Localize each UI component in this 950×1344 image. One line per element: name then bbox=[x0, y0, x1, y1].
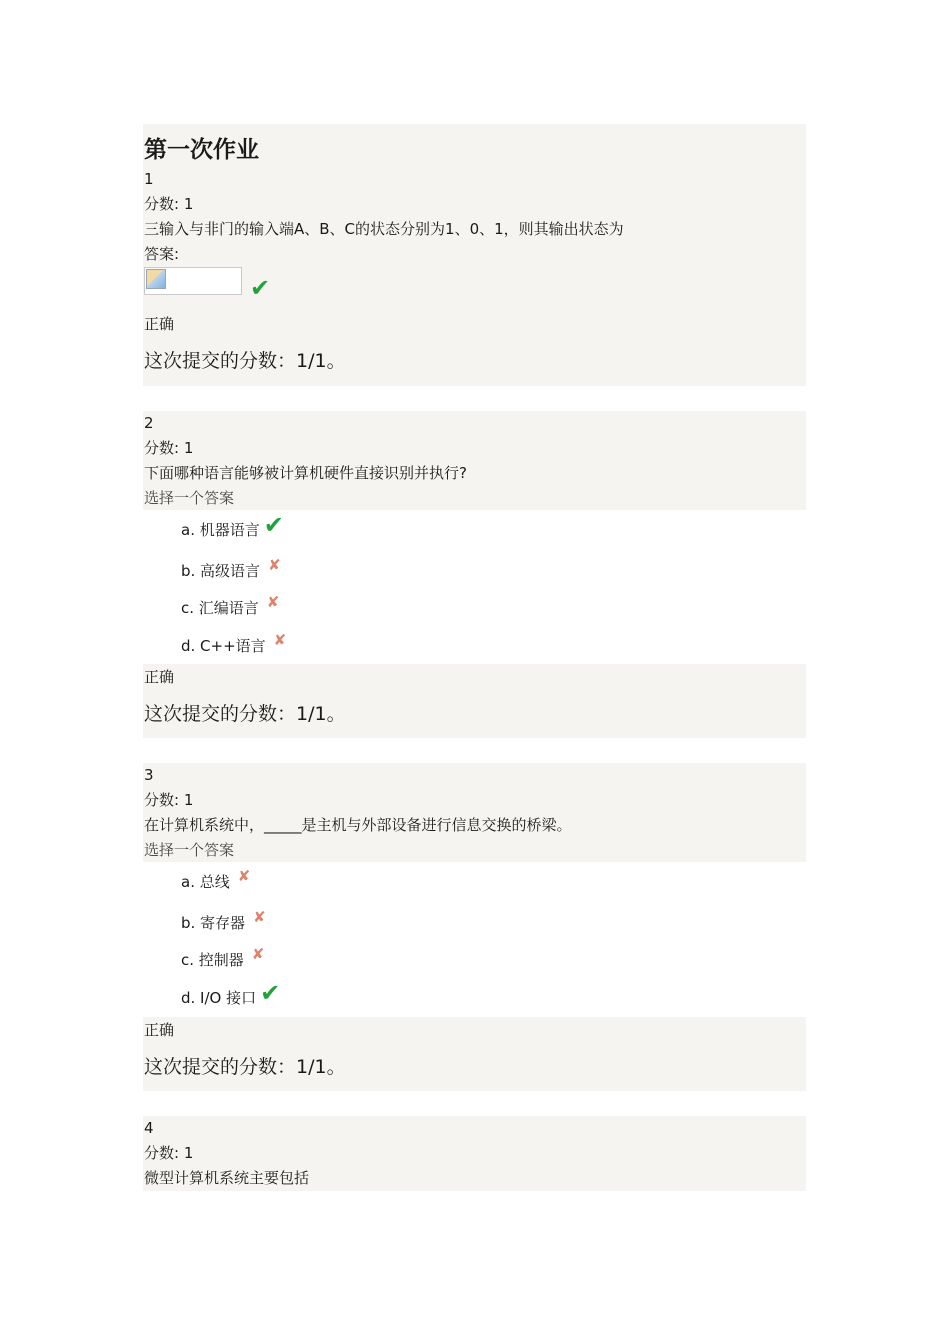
submission-score: 这次提交的分数：1/1。 bbox=[144, 703, 346, 725]
question-number: 1 bbox=[144, 170, 154, 188]
question-number: 2 bbox=[144, 414, 154, 432]
broken-image-icon bbox=[146, 269, 166, 289]
spacer bbox=[143, 386, 806, 411]
option-label: c. 控制器 bbox=[181, 951, 244, 969]
question-points: 分数: 1 bbox=[144, 439, 194, 457]
question-text: 下面哪种语言能够被计算机硬件直接识别并执行? bbox=[144, 464, 467, 482]
option-b[interactable] bbox=[143, 907, 806, 944]
check-icon: ✔ bbox=[263, 511, 284, 539]
option-label: d. C++语言 bbox=[181, 637, 266, 655]
answer-image bbox=[144, 267, 242, 295]
question-text: 微型计算机系统主要包括 bbox=[144, 1169, 310, 1187]
question-2-result bbox=[143, 664, 806, 738]
option-label: b. 高级语言 bbox=[181, 562, 261, 580]
question-number: 3 bbox=[144, 766, 154, 784]
option-a[interactable] bbox=[143, 862, 806, 907]
question-points: 分数: 1 bbox=[144, 791, 194, 809]
cross-icon: ✘ bbox=[268, 556, 281, 574]
option-a[interactable] bbox=[143, 510, 806, 555]
options-list bbox=[143, 510, 806, 664]
option-label: a. 机器语言 bbox=[181, 521, 260, 539]
question-3-result bbox=[143, 1017, 806, 1091]
quiz-page bbox=[143, 124, 806, 1191]
option-c[interactable] bbox=[143, 592, 806, 628]
question-1 bbox=[143, 124, 806, 386]
result-status: 正确 bbox=[144, 668, 175, 686]
answer-label: 答案: bbox=[144, 245, 180, 263]
options-list bbox=[143, 862, 806, 1017]
cross-icon: ✘ bbox=[237, 867, 251, 885]
submission-score: 这次提交的分数：1/1。 bbox=[144, 1056, 346, 1078]
option-label: a. 总线 bbox=[181, 873, 230, 891]
question-points: 分数: 1 bbox=[144, 195, 194, 213]
cross-icon: ✘ bbox=[253, 908, 266, 926]
spacer bbox=[143, 1091, 806, 1116]
question-4 bbox=[143, 1116, 806, 1191]
option-d[interactable] bbox=[143, 980, 806, 1017]
option-label: c. 汇编语言 bbox=[181, 599, 259, 617]
choose-hint: 选择一个答案 bbox=[144, 489, 235, 507]
cross-icon: ✘ bbox=[266, 593, 280, 611]
option-label: d. I/O 接口 bbox=[181, 989, 257, 1007]
result-status: 正确 bbox=[144, 1021, 175, 1039]
question-text: 三输入与非门的输入端A、B、C的状态分别为1、0、1，则其输出状态为 bbox=[144, 220, 624, 238]
option-c[interactable] bbox=[143, 944, 806, 980]
option-b[interactable] bbox=[143, 555, 806, 592]
answer-row bbox=[144, 267, 805, 309]
result-status: 正确 bbox=[144, 315, 175, 333]
option-d[interactable] bbox=[143, 628, 806, 664]
question-points: 分数: 1 bbox=[144, 1144, 194, 1162]
option-label: b. 寄存器 bbox=[181, 914, 246, 932]
question-2 bbox=[143, 411, 806, 510]
question-3 bbox=[143, 763, 806, 862]
spacer bbox=[143, 738, 806, 763]
cross-icon: ✘ bbox=[273, 631, 287, 649]
check-icon: ✔ bbox=[260, 979, 281, 1007]
choose-hint: 选择一个答案 bbox=[144, 841, 235, 859]
check-icon: ✔ bbox=[250, 274, 271, 302]
page-title: 第一次作业 bbox=[144, 137, 259, 163]
question-text: 在计算机系统中，_____是主机与外部设备进行信息交换的桥梁。 bbox=[144, 816, 572, 834]
submission-score: 这次提交的分数：1/1。 bbox=[144, 350, 346, 372]
question-number: 4 bbox=[144, 1119, 154, 1137]
cross-icon: ✘ bbox=[251, 945, 265, 963]
